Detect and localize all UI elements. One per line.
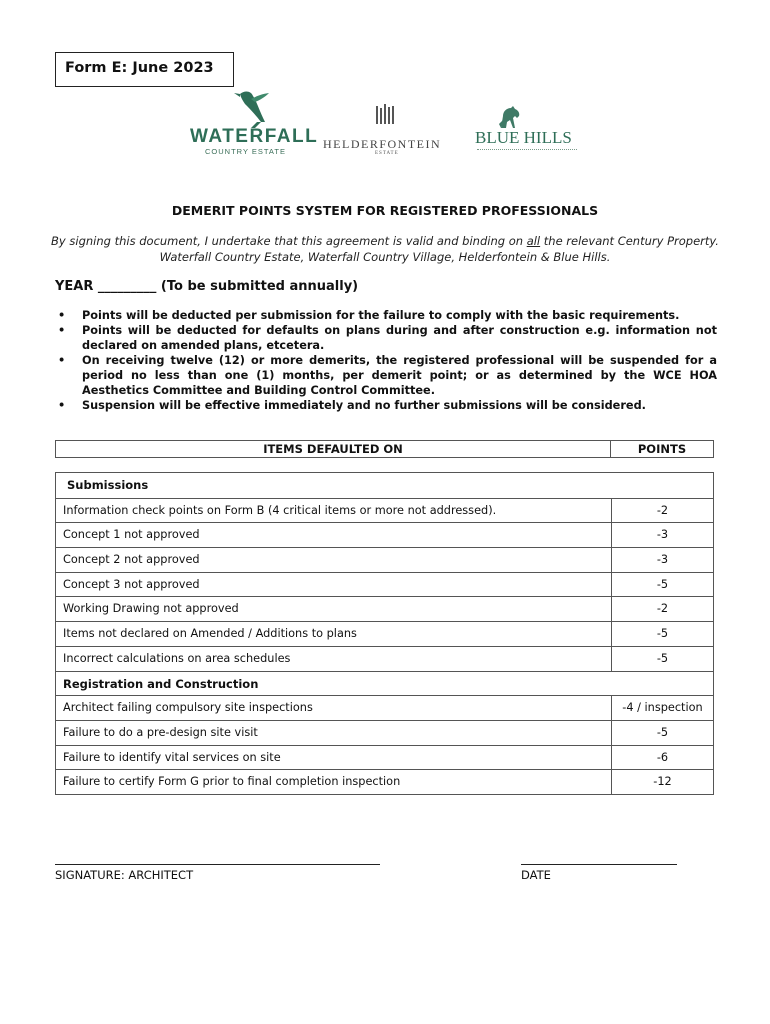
points-cell: -5: [656, 725, 669, 739]
table-row: [56, 596, 713, 621]
rules-list: [55, 308, 717, 413]
table-header: [55, 440, 714, 458]
item-cell: Items not declared on Amended / Additions to plans: [56, 622, 612, 646]
table-row: [56, 498, 713, 523]
item-cell: Failure to identify vital services on site: [56, 746, 612, 770]
logos: [185, 88, 585, 168]
table-row: [56, 720, 713, 745]
helderfontein-sub: ESTATE: [375, 151, 399, 156]
bullet-icon: •: [58, 309, 66, 322]
rule-text: Points will be deducted per submission for the failure to comply with the basic requirements.: [82, 309, 680, 322]
page-title: DEMERIT POINTS SYSTEM FOR REGISTERED PROFESSIONALS: [171, 203, 599, 218]
intro-pre: By signing this document, I undertake that this agreement is valid and binding on: [51, 234, 527, 248]
rule-item: [55, 398, 717, 413]
rule-item: [55, 353, 717, 398]
architect-signature-label: SIGNATURE: ARCHITECT: [55, 868, 194, 882]
year-line: YEAR _________ (To be submitted annually): [55, 279, 359, 294]
intro-emphasis: all: [526, 234, 541, 248]
rule-item: [55, 323, 717, 353]
item-cell: Concept 3 not approved: [56, 573, 612, 597]
points-cell: -5: [656, 577, 669, 591]
item-cell: Incorrect calculations on area schedules: [56, 647, 612, 671]
table-row: [56, 646, 713, 671]
section-row: [56, 671, 713, 696]
rule-text: Suspension will be effective immediately and no further submissions will be considered.: [82, 399, 646, 412]
table-row: [56, 745, 713, 770]
demerit-table: [55, 472, 714, 795]
rule-item: [55, 308, 717, 323]
section-title: Registration and Construction: [63, 676, 259, 691]
points-cell: -5: [656, 627, 669, 641]
bullet-icon: •: [58, 354, 66, 367]
points-cell: -3: [656, 553, 669, 567]
points-cell: -2: [656, 602, 669, 616]
waterfall-logo: [185, 88, 319, 168]
item-cell: Concept 2 not approved: [56, 548, 612, 572]
bullet-icon: •: [58, 324, 66, 337]
table-row: [56, 572, 713, 597]
date-label: DATE: [521, 868, 551, 882]
item-cell: Failure to do a pre-design site visit: [56, 721, 612, 745]
kingfisher-bird-icon: [185, 88, 315, 128]
intro-post: the relevant Century Property. Waterfall Country Estate, Waterfall Country Village, Helderfontein & Blue Hills.: [159, 234, 719, 264]
table-row: [56, 695, 713, 720]
rule-text: Points will be deducted for defaults on plans during and after construction e.g. information not declared on amended plans, etcetera.: [82, 324, 717, 352]
table-row: [56, 621, 713, 646]
waterfall-name: WATERFALL: [190, 126, 319, 147]
bluehills-tagline-line: [477, 149, 577, 151]
table-row: [56, 522, 713, 547]
table-row: [56, 769, 713, 794]
table-row: [56, 547, 713, 572]
item-cell: Working Drawing not approved: [56, 597, 612, 621]
header-points: POINTS: [637, 442, 687, 456]
points-cell: -5: [656, 651, 669, 665]
points-cell: -6: [656, 750, 669, 764]
rule-text: On receiving twelve (12) or more demerits, the registered professional will be suspended for a period no less than one (1) months, per demerit point; or as determined by the WCE HOA Aesthetics Committee and Building Control Committee.: [82, 354, 717, 397]
bluehills-logo: [473, 104, 583, 166]
section-row: [56, 473, 713, 498]
points-cell: -4 / inspection: [622, 701, 703, 715]
points-cell: -2: [656, 503, 669, 517]
item-cell: Information check points on Form B (4 critical items or more not addressed).: [56, 499, 612, 523]
points-cell: -3: [656, 528, 669, 542]
points-cell: -12: [653, 775, 672, 789]
header-items: ITEMS DEFAULTED ON: [56, 441, 611, 457]
item-cell: Architect failing compulsory site inspections: [56, 696, 612, 720]
bluehills-name: BLUE HILLS: [475, 128, 572, 147]
waterfall-sub: COUNTRY ESTATE: [205, 147, 286, 156]
helderfontein-logo: [313, 98, 465, 164]
helderfontein-emblem-icon: [313, 98, 465, 134]
helderfontein-name: HELDERFONTEIN: [323, 137, 442, 151]
bullet-icon: •: [58, 399, 66, 412]
horse-icon: [473, 104, 583, 130]
architect-signature-line[interactable]: [55, 864, 380, 865]
section-title: Submissions: [67, 478, 149, 492]
item-cell: Concept 1 not approved: [56, 523, 612, 547]
intro-paragraph: [40, 233, 730, 265]
form-label: Form E: June 2023: [55, 52, 234, 87]
item-cell: Failure to certify Form G prior to final completion inspection: [56, 770, 612, 794]
date-signature-line[interactable]: [521, 864, 677, 865]
